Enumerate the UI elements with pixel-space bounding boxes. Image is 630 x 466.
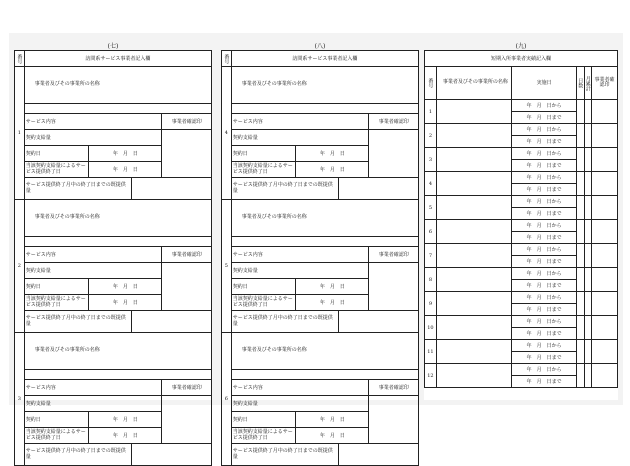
month-total-cell[interactable] — [584, 220, 592, 244]
provided-amount-value[interactable] — [132, 444, 212, 466]
spacer-cell — [231, 237, 418, 247]
business-name-cell[interactable] — [436, 172, 511, 196]
business-name-cell[interactable] — [436, 148, 511, 172]
provided-amount-value[interactable] — [339, 311, 419, 333]
business-name-label: 事業者及びその事業所の名称 — [231, 333, 418, 370]
business-name-cell[interactable] — [436, 316, 511, 340]
days-cell[interactable] — [576, 196, 584, 220]
days-column-header: 日数 — [576, 67, 584, 100]
business-name-cell[interactable] — [436, 364, 511, 388]
contract-amount-label: 契約支給量 — [231, 263, 369, 279]
visit-service-table-left — [14, 50, 212, 466]
provided-amount-value[interactable] — [339, 178, 419, 200]
contract-amount-label: 契約支給量 — [231, 130, 369, 146]
end-date-label: 当該契約支給量によるサービス提供終了日 — [24, 428, 89, 444]
contract-date-value[interactable]: 年 月 日 — [296, 146, 369, 162]
row-number: 1 — [15, 67, 25, 200]
date-to[interactable]: 年 月 日まで — [512, 160, 577, 172]
days-cell[interactable] — [576, 172, 584, 196]
panel-number: (八) — [314, 43, 326, 50]
row-number: 5 — [425, 196, 437, 220]
provided-amount-label: サービス提供終了月中の終了日までの既提供量 — [231, 444, 339, 466]
confirm-stamp-cell[interactable] — [592, 124, 618, 148]
confirm-stamp-cell[interactable] — [162, 396, 212, 444]
panel-number: (九) — [515, 43, 527, 50]
days-cell[interactable] — [576, 220, 584, 244]
date-column-header: 実施日 — [512, 67, 577, 100]
end-date-value[interactable]: 年 月 日 — [89, 162, 162, 178]
contract-date-label: 契約日 — [231, 279, 296, 295]
month-total-cell[interactable] — [584, 340, 592, 364]
date-to[interactable]: 年 月 日まで — [512, 328, 577, 340]
panel-number: (七) — [107, 43, 119, 50]
date-to[interactable]: 年 月 日まで — [512, 256, 577, 268]
confirm-stamp-cell[interactable] — [592, 316, 618, 340]
spacer-cell — [24, 104, 211, 114]
service-label: サービス内容 — [24, 380, 162, 396]
spacer-cell — [231, 104, 418, 114]
confirm-label: 事業者確認印 — [162, 247, 212, 263]
contract-date-value[interactable]: 年 月 日 — [296, 279, 369, 295]
row-number: 4 — [425, 172, 437, 196]
days-cell[interactable] — [576, 124, 584, 148]
contract-date-value[interactable]: 年 月 日 — [89, 412, 162, 428]
number-column-header: 番号 — [222, 51, 232, 67]
date-from[interactable]: 年 月 日から — [512, 196, 577, 208]
month-total-cell[interactable] — [584, 196, 592, 220]
end-date-value[interactable]: 年 月 日 — [296, 428, 369, 444]
month-total-column-header: 月累計 — [584, 67, 592, 100]
business-name-cell[interactable] — [436, 268, 511, 292]
contract-amount-label: 契約支給量 — [231, 396, 369, 412]
business-name-cell[interactable] — [436, 100, 511, 124]
month-total-cell[interactable] — [584, 316, 592, 340]
short-stay-table — [424, 50, 618, 388]
service-label: サービス内容 — [231, 380, 369, 396]
provided-amount-label: サービス提供終了月中の終了日までの既提供量 — [24, 311, 132, 333]
days-cell[interactable] — [576, 340, 584, 364]
end-date-value[interactable]: 年 月 日 — [296, 162, 369, 178]
provided-amount-value[interactable] — [132, 178, 212, 200]
month-total-cell[interactable] — [584, 124, 592, 148]
number-column-header: 番号 — [15, 51, 25, 67]
date-from[interactable]: 年 月 日から — [512, 100, 577, 112]
row-number: 10 — [425, 316, 437, 340]
end-date-label: 当該契約支給量によるサービス提供終了日 — [24, 162, 89, 178]
date-to[interactable]: 年 月 日まで — [512, 376, 577, 388]
end-date-value[interactable]: 年 月 日 — [89, 428, 162, 444]
business-name-cell[interactable] — [436, 340, 511, 364]
month-total-cell[interactable] — [584, 292, 592, 316]
number-column-header: 番号 — [425, 67, 437, 100]
date-to[interactable]: 年 月 日まで — [512, 112, 577, 124]
business-name-label: 事業者及びその事業所の名称 — [231, 67, 418, 104]
date-from[interactable]: 年 月 日から — [512, 292, 577, 304]
contract-date-value[interactable]: 年 月 日 — [89, 146, 162, 162]
spacer-cell — [24, 370, 211, 380]
date-from[interactable]: 年 月 日から — [512, 340, 577, 352]
confirm-stamp-cell[interactable] — [592, 292, 618, 316]
date-to[interactable]: 年 月 日まで — [512, 304, 577, 316]
business-name-cell[interactable] — [436, 124, 511, 148]
date-to[interactable]: 年 月 日まで — [512, 136, 577, 148]
contract-amount-label: 契約支給量 — [24, 263, 162, 279]
row-number: 9 — [425, 292, 437, 316]
visit-service-table-middle — [221, 50, 419, 466]
end-date-value[interactable]: 年 月 日 — [89, 295, 162, 311]
end-date-label: 当該契約支給量によるサービス提供終了日 — [24, 295, 89, 311]
confirm-stamp-cell[interactable] — [592, 220, 618, 244]
confirm-label: 事業者確認印 — [162, 114, 212, 130]
row-number: 2 — [15, 200, 25, 333]
end-date-label: 当該契約支給量によるサービス提供終了日 — [231, 295, 296, 311]
month-total-cell[interactable] — [584, 100, 592, 124]
confirm-stamp-cell[interactable] — [592, 100, 618, 124]
confirm-stamp-cell[interactable] — [592, 148, 618, 172]
date-from[interactable]: 年 月 日から — [512, 172, 577, 184]
service-label: サービス内容 — [231, 114, 369, 130]
business-name-cell[interactable] — [436, 220, 511, 244]
date-to[interactable]: 年 月 日まで — [512, 232, 577, 244]
contract-amount-label: 契約支給量 — [24, 396, 162, 412]
table-heading: 短期入所事業者実績記入欄 — [425, 51, 618, 67]
days-cell[interactable] — [576, 148, 584, 172]
contract-date-label: 契約日 — [24, 146, 89, 162]
date-from[interactable]: 年 月 日から — [512, 364, 577, 376]
business-name-cell[interactable] — [436, 196, 511, 220]
row-number: 5 — [222, 200, 232, 333]
spacer-cell — [24, 237, 211, 247]
provided-amount-label: サービス提供終了月中の終了日までの既提供量 — [231, 178, 339, 200]
contract-amount-label: 契約支給量 — [24, 130, 162, 146]
month-total-cell[interactable] — [584, 148, 592, 172]
confirm-stamp-cell[interactable] — [162, 263, 212, 311]
panel-nine — [424, 43, 618, 400]
confirm-stamp-cell[interactable] — [162, 130, 212, 178]
date-to[interactable]: 年 月 日まで — [512, 208, 577, 220]
service-label: サービス内容 — [24, 114, 162, 130]
business-name-label: 事業者及びその事業所の名称 — [24, 67, 211, 104]
provided-amount-label: サービス提供終了月中の終了日までの既提供量 — [24, 444, 132, 466]
month-total-cell[interactable] — [584, 268, 592, 292]
table-heading: 訪問系サービス事業者記入欄 — [231, 51, 418, 67]
contract-date-label: 契約日 — [231, 412, 296, 428]
contract-date-value[interactable]: 年 月 日 — [296, 412, 369, 428]
confirm-stamp-cell[interactable] — [592, 172, 618, 196]
row-number: 8 — [425, 268, 437, 292]
date-to[interactable]: 年 月 日まで — [512, 352, 577, 364]
row-number: 6 — [425, 220, 437, 244]
contract-date-value[interactable]: 年 月 日 — [89, 279, 162, 295]
panel-seven — [14, 43, 212, 460]
days-cell[interactable] — [576, 364, 584, 388]
confirm-label: 事業者確認印 — [369, 380, 419, 396]
contract-date-label: 契約日 — [24, 412, 89, 428]
row-number: 11 — [425, 340, 437, 364]
confirm-stamp-cell[interactable] — [369, 263, 419, 311]
spacer-cell — [231, 370, 418, 380]
row-number: 6 — [222, 333, 232, 466]
month-total-cell[interactable] — [584, 172, 592, 196]
service-label: サービス内容 — [231, 247, 369, 263]
business-name-label: 事業者及びその事業所の名称 — [24, 333, 211, 370]
row-number: 4 — [222, 67, 232, 200]
name-column-header: 事業者及びその事業所の名称 — [436, 67, 511, 100]
end-date-label: 当該契約支給量によるサービス提供終了日 — [231, 428, 296, 444]
date-from[interactable]: 年 月 日から — [512, 316, 577, 328]
provided-amount-label: サービス提供終了月中の終了日までの既提供量 — [231, 311, 339, 333]
date-from[interactable]: 年 月 日から — [512, 124, 577, 136]
confirm-stamp-cell[interactable] — [592, 268, 618, 292]
days-cell[interactable] — [576, 100, 584, 124]
row-number: 12 — [425, 364, 437, 388]
form-sheet — [9, 33, 623, 460]
business-name-label: 事業者及びその事業所の名称 — [24, 200, 211, 237]
row-number: 1 — [425, 100, 437, 124]
confirm-stamp-cell[interactable] — [369, 130, 419, 178]
end-date-label: 当該契約支給量によるサービス提供終了日 — [231, 162, 296, 178]
days-cell[interactable] — [576, 316, 584, 340]
provided-amount-value[interactable] — [132, 311, 212, 333]
row-number: 2 — [425, 124, 437, 148]
days-cell[interactable] — [576, 268, 584, 292]
table-heading: 訪問系サービス事業者記入欄 — [24, 51, 211, 67]
row-number: 7 — [425, 244, 437, 268]
panel-eight — [221, 43, 419, 460]
business-name-cell[interactable] — [436, 244, 511, 268]
confirm-stamp-cell[interactable] — [592, 196, 618, 220]
business-name-cell[interactable] — [436, 292, 511, 316]
date-to[interactable]: 年 月 日まで — [512, 280, 577, 292]
confirm-column-header: 事業者確認印 — [592, 67, 618, 100]
days-cell[interactable] — [576, 244, 584, 268]
confirm-label: 事業者確認印 — [369, 247, 419, 263]
confirm-label: 事業者確認印 — [162, 380, 212, 396]
row-number: 3 — [15, 333, 25, 466]
date-from[interactable]: 年 月 日から — [512, 268, 577, 280]
date-from[interactable]: 年 月 日から — [512, 220, 577, 232]
row-number: 3 — [425, 148, 437, 172]
provided-amount-value[interactable] — [339, 444, 419, 466]
confirm-stamp-cell[interactable] — [369, 396, 419, 444]
confirm-stamp-cell[interactable] — [592, 364, 618, 388]
end-date-value[interactable]: 年 月 日 — [296, 295, 369, 311]
days-cell[interactable] — [576, 292, 584, 316]
provided-amount-label: サービス提供終了月中の終了日までの既提供量 — [24, 178, 132, 200]
month-total-cell[interactable] — [584, 364, 592, 388]
confirm-label: 事業者確認印 — [369, 114, 419, 130]
service-label: サービス内容 — [24, 247, 162, 263]
business-name-label: 事業者及びその事業所の名称 — [231, 200, 418, 237]
contract-date-label: 契約日 — [231, 146, 296, 162]
date-to[interactable]: 年 月 日まで — [512, 184, 577, 196]
contract-date-label: 契約日 — [24, 279, 89, 295]
confirm-stamp-cell[interactable] — [592, 244, 618, 268]
date-from[interactable]: 年 月 日から — [512, 148, 577, 160]
month-total-cell[interactable] — [584, 244, 592, 268]
confirm-stamp-cell[interactable] — [592, 340, 618, 364]
date-from[interactable]: 年 月 日から — [512, 244, 577, 256]
